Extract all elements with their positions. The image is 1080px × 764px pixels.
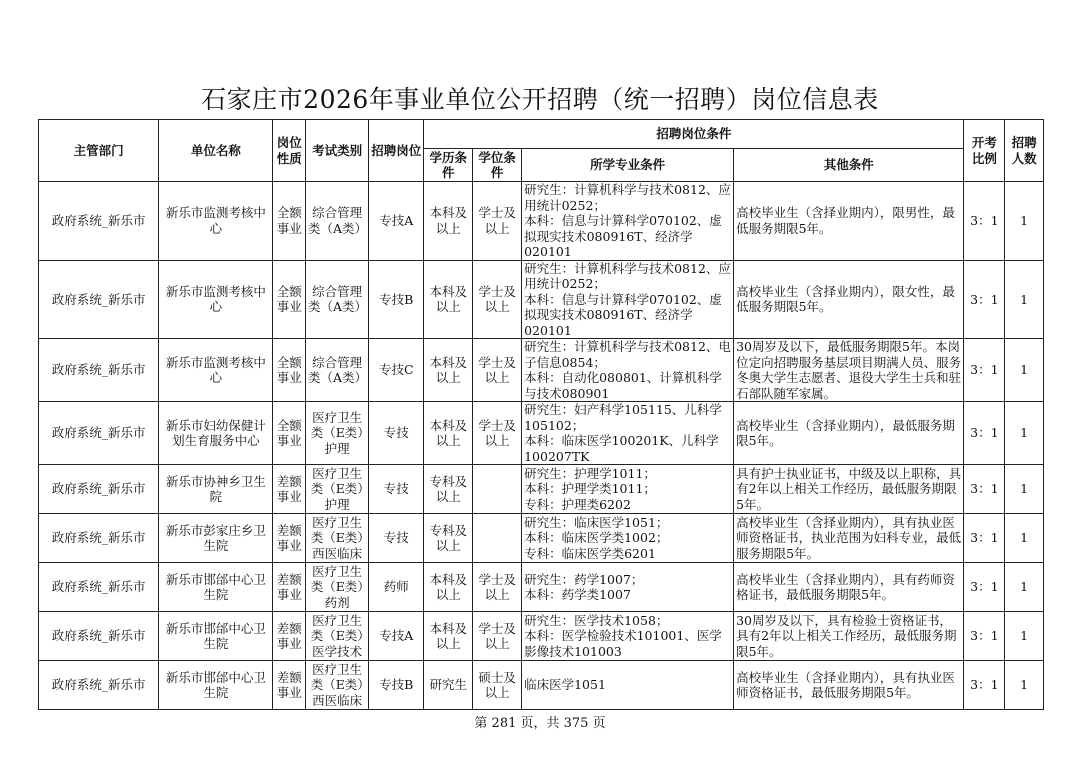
table-row xyxy=(39,182,1044,261)
cell-count: 1 xyxy=(1005,612,1044,661)
cell-ratio: 3：1 xyxy=(964,260,1005,339)
cell-other: 高校毕业生（含择业期内），具有执业医师资格证书，执业范围为妇科专业，最低服务期限5年。 xyxy=(734,514,964,563)
cell-major: 研究生：药学1007； 本科：药学类1007 xyxy=(522,563,734,612)
cell-ratio: 3：1 xyxy=(964,339,1005,402)
job-info-table xyxy=(38,119,1044,710)
cell-exam: 医疗卫生类（E类）护理 xyxy=(306,465,369,514)
cell-nature: 差额事业 xyxy=(273,563,306,612)
cell-post: 专技B xyxy=(369,661,424,710)
cell-dept: 政府系统_新乐市 xyxy=(39,465,159,514)
header-nature: 岗位性质 xyxy=(273,120,306,182)
cell-major: 研究生：护理学1011； 本科：护理学类1011； 专科：护理类6202 xyxy=(522,465,734,514)
cell-edu: 本科及以上 xyxy=(424,260,473,339)
cell-exam: 医疗卫生类（E类）西医临床 xyxy=(306,514,369,563)
cell-other: 高校毕业生（含择业期内），具有药师资格证书，最低服务期限5年。 xyxy=(734,563,964,612)
cell-post: 专技A xyxy=(369,612,424,661)
cell-other: 高校毕业生（含择业期内），最低服务期限5年。 xyxy=(734,402,964,465)
cell-count: 1 xyxy=(1005,182,1044,261)
cell-degree: 学士及以上 xyxy=(473,260,522,339)
cell-count: 1 xyxy=(1005,661,1044,710)
table-row xyxy=(39,339,1044,402)
cell-unit: 新乐市妇幼保健计划生育服务中心 xyxy=(159,402,273,465)
cell-exam: 医疗卫生类（E类）护理 xyxy=(306,402,369,465)
header-major: 所学专业条件 xyxy=(522,149,734,182)
cell-count: 1 xyxy=(1005,339,1044,402)
cell-unit: 新乐市彭家庄乡卫生院 xyxy=(159,514,273,563)
cell-degree: 学士及以上 xyxy=(473,402,522,465)
cell-degree xyxy=(473,465,522,514)
cell-dept: 政府系统_新乐市 xyxy=(39,563,159,612)
cell-other: 高校毕业生（含择业期内），具有执业医师资格证书，最低服务期限5年。 xyxy=(734,661,964,710)
cell-ratio: 3：1 xyxy=(964,514,1005,563)
cell-edu: 研究生 xyxy=(424,661,473,710)
cell-dept: 政府系统_新乐市 xyxy=(39,661,159,710)
cell-nature: 差额事业 xyxy=(273,661,306,710)
cell-dept: 政府系统_新乐市 xyxy=(39,514,159,563)
cell-nature: 全额事业 xyxy=(273,339,306,402)
table-row xyxy=(39,661,1044,710)
cell-nature: 差额事业 xyxy=(273,465,306,514)
cell-major: 研究生：医学技术1058； 本科：医学检验技术101001、医学影像技术101003 xyxy=(522,612,734,661)
cell-edu: 本科及以上 xyxy=(424,339,473,402)
table-row xyxy=(39,260,1044,339)
cell-major: 研究生：计算机科学与技术0812、应用统计0252； 本科：信息与计算科学070102、虚拟现实技术080916T、经济学020101 xyxy=(522,182,734,261)
cell-exam: 医疗卫生类（E类）西医临床 xyxy=(306,661,369,710)
cell-degree: 学士及以上 xyxy=(473,339,522,402)
header-other: 其他条件 xyxy=(734,149,964,182)
cell-count: 1 xyxy=(1005,260,1044,339)
cell-post: 专技 xyxy=(369,465,424,514)
cell-edu: 专科及以上 xyxy=(424,465,473,514)
cell-nature: 差额事业 xyxy=(273,612,306,661)
cell-edu: 本科及以上 xyxy=(424,182,473,261)
cell-nature: 全额事业 xyxy=(273,260,306,339)
cell-count: 1 xyxy=(1005,514,1044,563)
header-count: 招聘人数 xyxy=(1005,120,1044,182)
cell-unit: 新乐市监测考核中心 xyxy=(159,182,273,261)
header-degree: 学位条件 xyxy=(473,149,522,182)
cell-count: 1 xyxy=(1005,402,1044,465)
header-edu: 学历条件 xyxy=(424,149,473,182)
table-row xyxy=(39,465,1044,514)
cell-nature: 全额事业 xyxy=(273,182,306,261)
cell-nature: 全额事业 xyxy=(273,402,306,465)
cell-major: 研究生：计算机科学与技术0812、电子信息0854； 本科：自动化080801、计算机科学与技术080901 xyxy=(522,339,734,402)
cell-dept: 政府系统_新乐市 xyxy=(39,339,159,402)
table-row xyxy=(39,612,1044,661)
cell-count: 1 xyxy=(1005,465,1044,514)
cell-post: 专技B xyxy=(369,260,424,339)
cell-unit: 新乐市邯邰中心卫生院 xyxy=(159,661,273,710)
header-row xyxy=(39,120,1044,149)
header-conditions: 招聘岗位条件 xyxy=(424,120,964,149)
cell-other: 30周岁及以下，最低服务期限5年。本岗位定向招聘服务基层项目期满人员、服务冬奥大学生志愿者、退役大学生士兵和驻石部队随军家属。 xyxy=(734,339,964,402)
cell-post: 专技C xyxy=(369,339,424,402)
cell-other: 具有护士执业证书，中级及以上职称，具有2年以上相关工作经历，最低服务期限5年。 xyxy=(734,465,964,514)
cell-ratio: 3：1 xyxy=(964,465,1005,514)
cell-major: 研究生：计算机科学与技术0812、应用统计0252； 本科：信息与计算科学070102、虚拟现实技术080916T、经济学020101 xyxy=(522,260,734,339)
page-footer: 第 281 页，共 375 页 xyxy=(474,716,606,731)
cell-edu: 本科及以上 xyxy=(424,402,473,465)
cell-unit: 新乐市监测考核中心 xyxy=(159,339,273,402)
header-exam: 考试类别 xyxy=(306,120,369,182)
cell-edu: 专科及以上 xyxy=(424,514,473,563)
cell-post: 专技 xyxy=(369,514,424,563)
table-row xyxy=(39,563,1044,612)
header-ratio: 开考比例 xyxy=(964,120,1005,182)
cell-exam: 综合管理类（A类） xyxy=(306,260,369,339)
cell-exam: 综合管理类（A类） xyxy=(306,339,369,402)
table-row xyxy=(39,514,1044,563)
cell-degree xyxy=(473,514,522,563)
cell-major: 临床医学1051 xyxy=(522,661,734,710)
cell-ratio: 3：1 xyxy=(964,612,1005,661)
table-row xyxy=(39,402,1044,465)
cell-degree: 学士及以上 xyxy=(473,612,522,661)
cell-unit: 新乐市邯邰中心卫生院 xyxy=(159,612,273,661)
cell-exam: 医疗卫生类（E类）医学技术 xyxy=(306,612,369,661)
cell-edu: 本科及以上 xyxy=(424,612,473,661)
cell-major: 研究生：妇产科学105115、儿科学105102； 本科：临床医学100201K、儿科学100207TK xyxy=(522,402,734,465)
cell-exam: 医疗卫生类（E类）药剂 xyxy=(306,563,369,612)
cell-exam: 综合管理类（A类） xyxy=(306,182,369,261)
cell-edu: 本科及以上 xyxy=(424,563,473,612)
cell-nature: 差额事业 xyxy=(273,514,306,563)
cell-post: 专技 xyxy=(369,402,424,465)
table-body xyxy=(39,182,1044,710)
cell-dept: 政府系统_新乐市 xyxy=(39,182,159,261)
cell-degree: 学士及以上 xyxy=(473,563,522,612)
cell-dept: 政府系统_新乐市 xyxy=(39,612,159,661)
cell-ratio: 3：1 xyxy=(964,563,1005,612)
cell-post: 药师 xyxy=(369,563,424,612)
cell-ratio: 3：1 xyxy=(964,661,1005,710)
cell-degree: 学士及以上 xyxy=(473,182,522,261)
cell-unit: 新乐市监测考核中心 xyxy=(159,260,273,339)
header-dept: 主管部门 xyxy=(39,120,159,182)
cell-ratio: 3：1 xyxy=(964,402,1005,465)
cell-major: 研究生：临床医学1051； 本科：临床医学类1002； 专科：临床医学类6201 xyxy=(522,514,734,563)
header-unit: 单位名称 xyxy=(159,120,273,182)
cell-ratio: 3：1 xyxy=(964,182,1005,261)
cell-dept: 政府系统_新乐市 xyxy=(39,402,159,465)
cell-dept: 政府系统_新乐市 xyxy=(39,260,159,339)
cell-unit: 新乐市协神乡卫生院 xyxy=(159,465,273,514)
page-title: 石家庄市2026年事业单位公开招聘（统一招聘）岗位信息表 xyxy=(201,85,879,114)
cell-unit: 新乐市邯邰中心卫生院 xyxy=(159,563,273,612)
cell-degree: 硕士及以上 xyxy=(473,661,522,710)
header-post: 招聘岗位 xyxy=(369,120,424,182)
cell-post: 专技A xyxy=(369,182,424,261)
cell-other: 30周岁及以下，具有检验士资格证书，具有2年以上相关工作经历，最低服务期限5年。 xyxy=(734,612,964,661)
cell-other: 高校毕业生（含择业期内），限女性，最低服务期限5年。 xyxy=(734,260,964,339)
cell-other: 高校毕业生（含择业期内），限男性，最低服务期限5年。 xyxy=(734,182,964,261)
cell-count: 1 xyxy=(1005,563,1044,612)
